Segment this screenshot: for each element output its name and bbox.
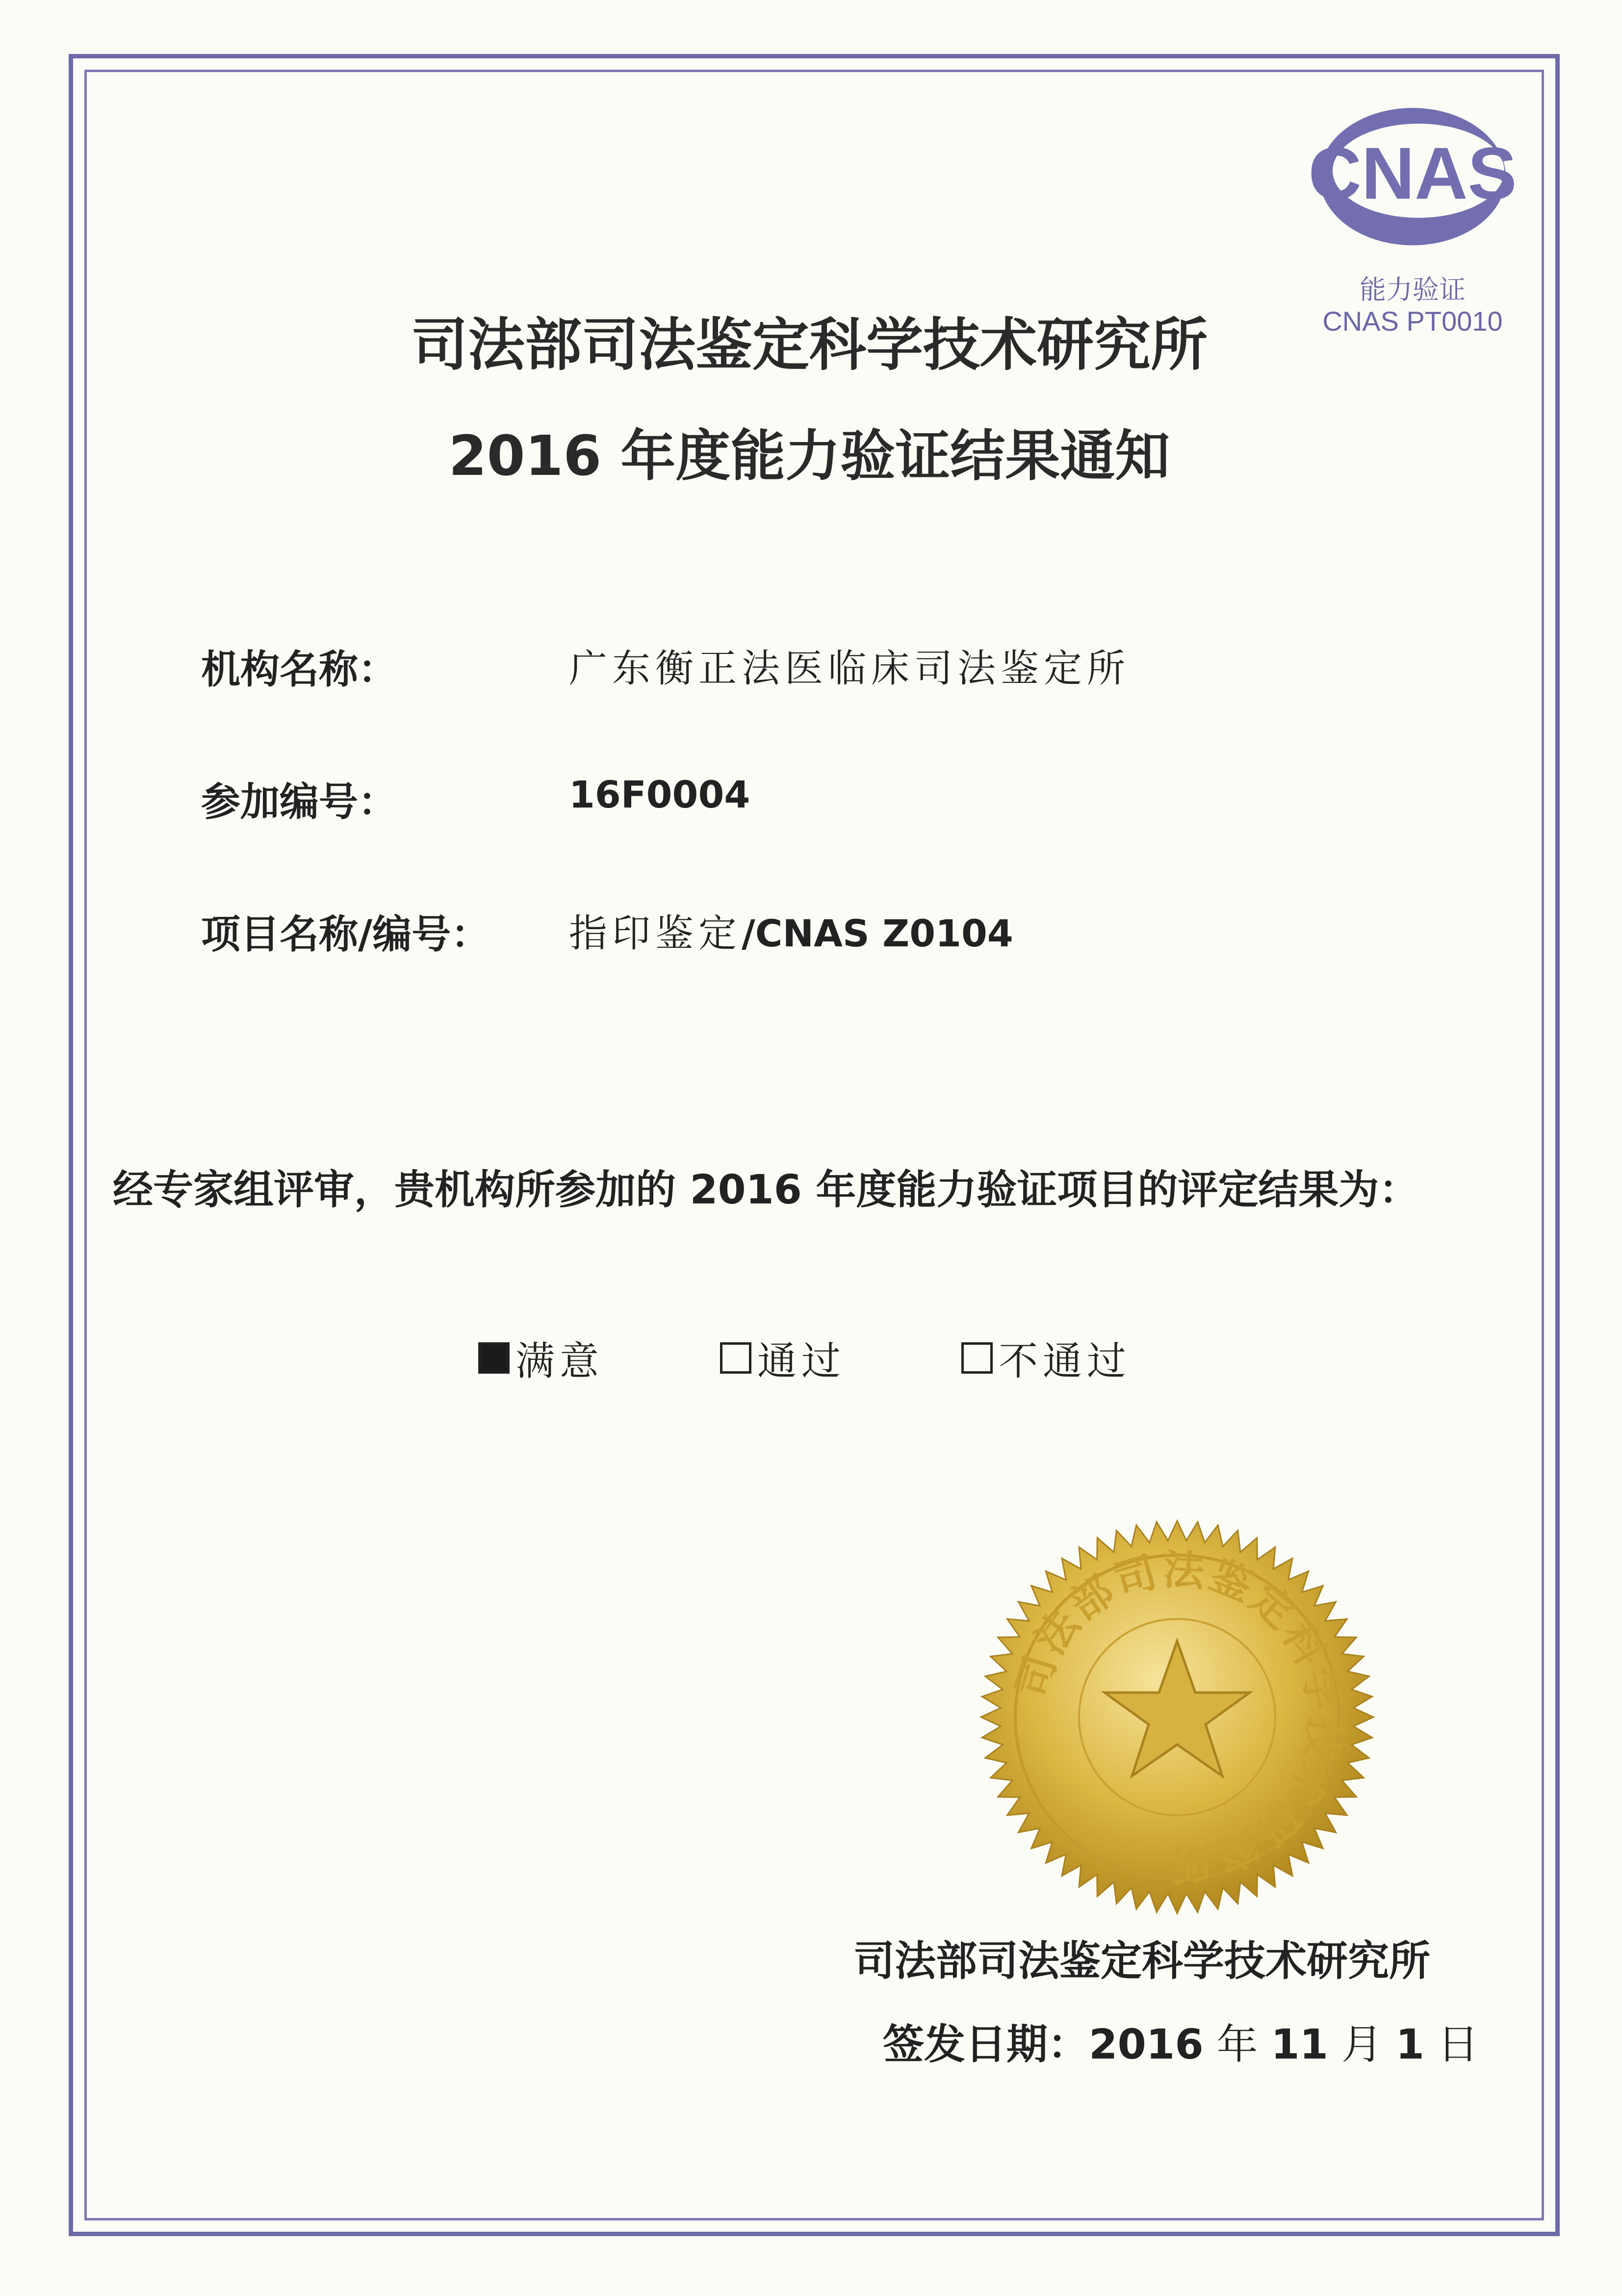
issue-day-unit: 日 bbox=[1437, 2020, 1479, 2068]
issue-month: 11 bbox=[1271, 2020, 1329, 2068]
result-option-fail bbox=[961, 1330, 1131, 1386]
project-code: /CNAS Z0104 bbox=[742, 912, 1013, 955]
issue-day: 1 bbox=[1395, 2020, 1425, 2068]
checkbox-empty-icon bbox=[961, 1342, 993, 1374]
field-label-project: 项目名称/编号： bbox=[201, 912, 490, 957]
field-value-institution: 广东衡正法医临床司法鉴定所 bbox=[569, 647, 1131, 691]
result-option-satisfactory bbox=[478, 1330, 604, 1386]
issue-year-unit: 年 bbox=[1216, 2020, 1258, 2068]
result-label: 不通过 bbox=[999, 1338, 1131, 1384]
result-option-pass bbox=[720, 1330, 846, 1386]
issue-year: 2016 bbox=[1089, 2020, 1204, 2068]
issue-date bbox=[883, 2011, 1479, 2071]
field-label-participant-no: 参加编号： bbox=[201, 779, 397, 825]
cnas-logo bbox=[1305, 98, 1520, 255]
result-label: 通过 bbox=[757, 1338, 846, 1384]
field-value-participant-no: 16F0004 bbox=[569, 773, 750, 816]
checkbox-checked-icon bbox=[478, 1342, 510, 1374]
cnas-logo-text: CNAS bbox=[1308, 132, 1517, 214]
gold-seal-icon bbox=[976, 1516, 1378, 1918]
field-value-project bbox=[569, 903, 1013, 958]
page-title-line1: 司法部司法鉴定科学技术研究所 bbox=[411, 312, 1208, 378]
cnas-code: CNAS PT0010 bbox=[1322, 306, 1503, 337]
cnas-subtitle: 能力验证 bbox=[1360, 274, 1466, 305]
result-label: 满意 bbox=[515, 1338, 604, 1384]
evaluation-statement: 经专家组评审，贵机构所参加的 2016 年度能力验证项目的评定结果为： bbox=[113, 1167, 1419, 1213]
project-name: 指印鉴定 bbox=[569, 912, 742, 956]
seal-ring-text: 司法部司法鉴定科学技术研究所 bbox=[1007, 1545, 1349, 1889]
page-title-line2: 2016 年度能力验证结果通知 bbox=[448, 424, 1170, 488]
issuer-name: 司法部司法鉴定科学技术研究所 bbox=[853, 1937, 1431, 1985]
issue-date-label: 签发日期： bbox=[883, 2020, 1089, 2068]
field-label-institution: 机构名称： bbox=[201, 647, 397, 692]
issue-month-unit: 月 bbox=[1341, 2020, 1383, 2068]
checkbox-empty-icon bbox=[720, 1342, 751, 1374]
